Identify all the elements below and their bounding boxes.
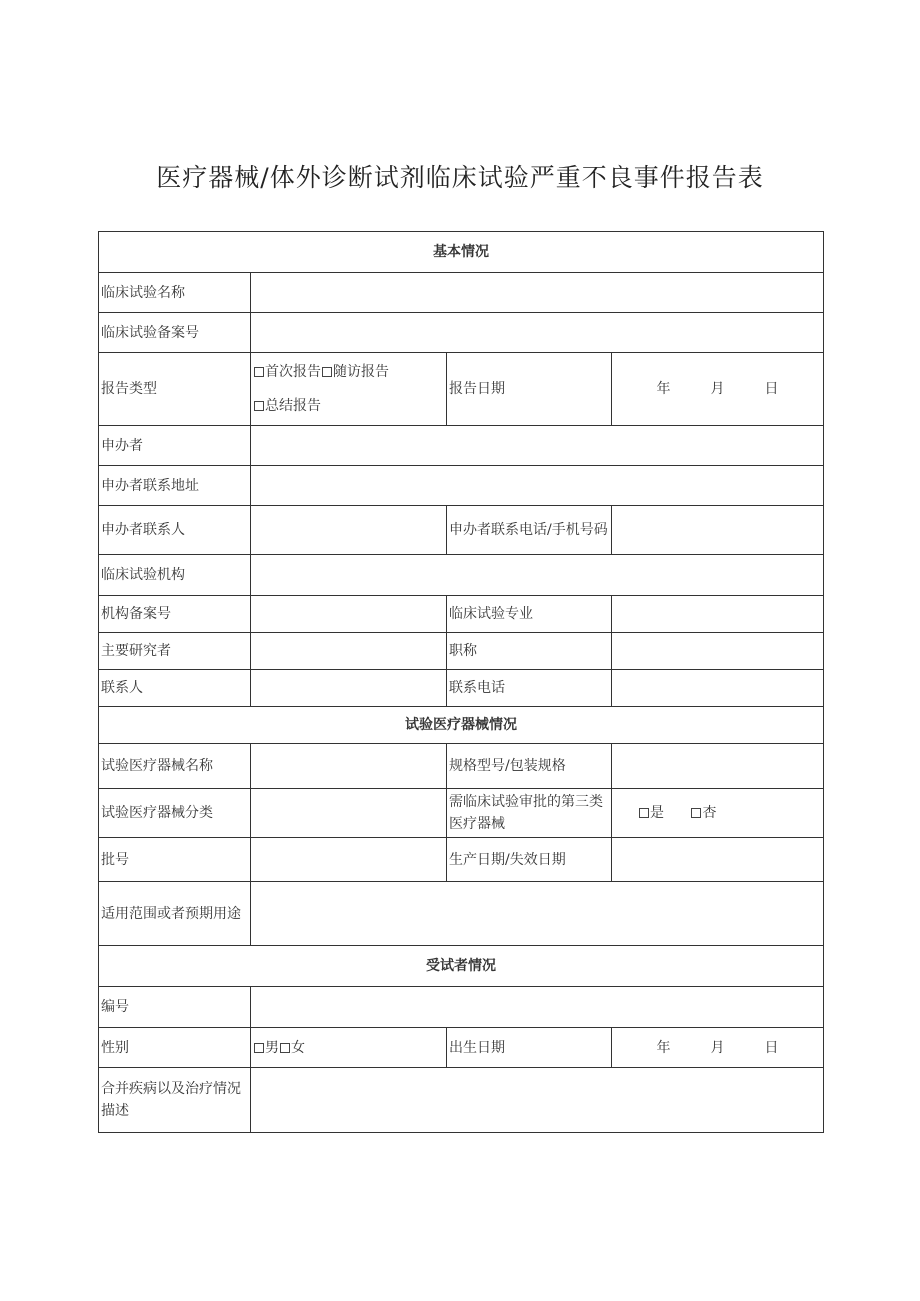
device-spec-field[interactable] <box>612 744 824 789</box>
contact-phone-field[interactable] <box>612 670 824 707</box>
trial-name-field[interactable] <box>251 273 824 313</box>
pi-label: 主要研究者 <box>99 633 251 670</box>
report-date-field[interactable]: 年 月 日 <box>612 353 824 426</box>
report-date-label: 报告日期 <box>447 353 612 426</box>
history-field[interactable] <box>251 1068 824 1133</box>
history-label: 合并疾病以及治疗情况描述 <box>99 1068 251 1133</box>
table-row <box>99 1028 824 1068</box>
table-row <box>99 670 824 707</box>
trial-record-no-label: 临床试验备案号 <box>99 313 251 353</box>
contact-phone-label: 联系电话 <box>447 670 612 707</box>
birth-date-label: 出生日期 <box>447 1028 612 1068</box>
report-type-label: 报告类型 <box>99 353 251 426</box>
subject-number-label: 编号 <box>99 987 251 1028</box>
sponsor-address-label: 申办者联系地址 <box>99 466 251 506</box>
option-summary-report[interactable]: 总结报告 <box>253 389 321 423</box>
device-category-label: 试验医疗器械分类 <box>99 789 251 838</box>
batch-label: 批号 <box>99 838 251 882</box>
sponsor-phone-field[interactable] <box>612 506 824 555</box>
table-row <box>99 744 824 789</box>
table-row <box>99 426 824 466</box>
sex-options <box>251 1028 447 1068</box>
table-row <box>99 1068 824 1133</box>
institution-field[interactable] <box>251 555 824 596</box>
checkbox-male[interactable] <box>254 1043 264 1053</box>
sponsor-contact-field[interactable] <box>251 506 447 555</box>
birth-date-field[interactable]: 年 月 日 <box>612 1028 824 1068</box>
sponsor-label: 申办者 <box>99 426 251 466</box>
table-row <box>99 466 824 506</box>
checkbox-female[interactable] <box>280 1043 290 1053</box>
checkbox-first-report[interactable] <box>254 367 264 377</box>
table-row <box>99 789 824 838</box>
contact-field[interactable] <box>251 670 447 707</box>
table-row <box>99 506 824 555</box>
device-category-field[interactable] <box>251 789 447 838</box>
class3-options <box>612 789 824 838</box>
subject-number-field[interactable] <box>251 987 824 1028</box>
page-title: 医疗器械/体外诊断试剂临床试验严重不良事件报告表 <box>156 163 764 192</box>
trial-record-no-field[interactable] <box>251 313 824 353</box>
report-type-options <box>251 353 447 426</box>
option-male[interactable]: 男 <box>253 1037 279 1059</box>
section-row-basic <box>99 232 824 273</box>
job-title-label: 职称 <box>447 633 612 670</box>
checkbox-no[interactable] <box>691 808 701 818</box>
institution-record-no-label: 机构备案号 <box>99 596 251 633</box>
sponsor-phone-label: 申办者联系电话/手机号码 <box>447 506 612 555</box>
device-name-field[interactable] <box>251 744 447 789</box>
prod-exp-date-label: 生产日期/失效日期 <box>447 838 612 882</box>
prod-exp-date-field[interactable] <box>612 838 824 882</box>
batch-field[interactable] <box>251 838 447 882</box>
table-row <box>99 596 824 633</box>
section-row-device <box>99 707 824 744</box>
checkbox-followup-report[interactable] <box>322 367 332 377</box>
table-row <box>99 353 824 426</box>
checkbox-yes[interactable] <box>639 808 649 818</box>
contact-label: 联系人 <box>99 670 251 707</box>
class3-label: 需临床试验审批的第三类医疗器械 <box>447 789 612 838</box>
table-row <box>99 633 824 670</box>
trial-name-label: 临床试验名称 <box>99 273 251 313</box>
report-form <box>98 231 824 1133</box>
option-yes[interactable]: 是 <box>638 802 664 824</box>
scope-label: 适用范围或者预期用途 <box>99 882 251 946</box>
table-row <box>99 313 824 353</box>
section-header-device: 试验医疗器械情况 <box>99 707 824 744</box>
sponsor-address-field[interactable] <box>251 466 824 506</box>
specialty-field[interactable] <box>612 596 824 633</box>
pi-field[interactable] <box>251 633 447 670</box>
sex-label: 性别 <box>99 1028 251 1068</box>
section-row-subject <box>99 946 824 987</box>
device-spec-label: 规格型号/包装规格 <box>447 744 612 789</box>
table-row <box>99 838 824 882</box>
device-name-label: 试验医疗器械名称 <box>99 744 251 789</box>
table-row <box>99 882 824 946</box>
checkbox-summary-report[interactable] <box>254 401 264 411</box>
option-no[interactable]: 杏 <box>690 802 716 824</box>
sponsor-field[interactable] <box>251 426 824 466</box>
table-row <box>99 273 824 313</box>
table-row <box>99 555 824 596</box>
job-title-field[interactable] <box>612 633 824 670</box>
option-followup-report[interactable]: 随访报告 <box>321 355 389 389</box>
scope-field[interactable] <box>251 882 824 946</box>
institution-label: 临床试验机构 <box>99 555 251 596</box>
institution-record-no-field[interactable] <box>251 596 447 633</box>
section-header-subject: 受试者情况 <box>99 946 824 987</box>
option-female[interactable]: 女 <box>279 1037 305 1059</box>
section-header-basic: 基本情况 <box>99 232 824 273</box>
table-row <box>99 987 824 1028</box>
option-first-report[interactable]: 首次报告 <box>253 355 321 389</box>
sponsor-contact-label: 申办者联系人 <box>99 506 251 555</box>
specialty-label: 临床试验专业 <box>447 596 612 633</box>
